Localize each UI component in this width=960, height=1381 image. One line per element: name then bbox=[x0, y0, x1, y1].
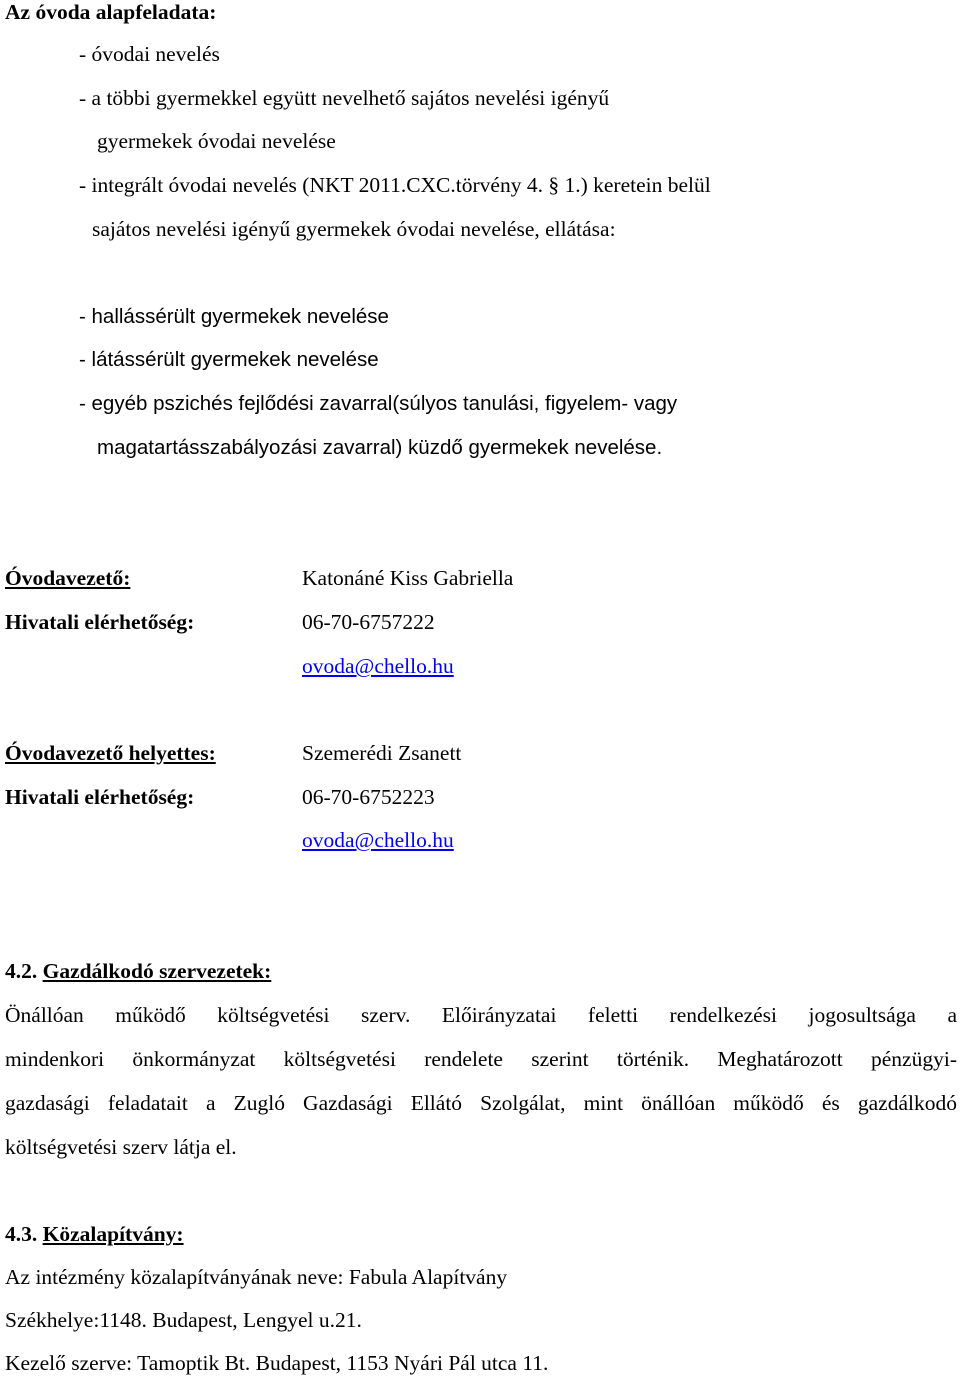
deputy-phone-label: Hivatali elérhetőség: bbox=[5, 785, 195, 809]
special-item: - látássérült gyermekek nevelése bbox=[79, 348, 379, 371]
leader-role-label: Óvodavezető: bbox=[5, 566, 131, 590]
deputy-phone: 06-70-6752223 bbox=[302, 785, 435, 809]
foundation-name-line: Az intézmény közalapítványának neve: Fabula Alapítvány bbox=[5, 1265, 508, 1289]
foundation-seat-line: Székhelye:1148. Budapest, Lengyel u.21. bbox=[5, 1308, 362, 1332]
section-4-2-number: 4.2. bbox=[5, 959, 38, 983]
section-4-3-heading bbox=[5, 1224, 184, 1246]
duty-item: sajátos nevelési igényű gyermekek óvodai nevelése, ellátása: bbox=[92, 217, 616, 241]
leader-phone: 06-70-6757222 bbox=[302, 610, 435, 634]
special-item: - hallássérült gyermekek nevelése bbox=[79, 305, 389, 328]
leader-name: Katonáné Kiss Gabriella bbox=[302, 566, 514, 590]
duty-item: - a többi gyermekkel együtt nevelhető sajátos nevelési igényű bbox=[79, 86, 610, 110]
section-4-3-title: Közalapítvány: bbox=[42, 1222, 184, 1246]
leader-phone-label: Hivatali elérhetőség: bbox=[5, 610, 195, 634]
special-item: magatartásszabályozási zavarral) küzdő gyermekek nevelése. bbox=[97, 436, 663, 459]
deputy-email-link[interactable]: ovoda@chello.hu bbox=[302, 828, 454, 852]
duty-item: - óvodai nevelés bbox=[79, 42, 220, 66]
section-4-2-line: költségvetési szerv látja el. bbox=[5, 1135, 237, 1159]
deputy-name: Szemerédi Zsanett bbox=[302, 741, 462, 765]
section-4-2-line: Önállóan működő költségvetési szerv. Előirányzatai feletti rendelkezési jogosultsága a bbox=[5, 1003, 957, 1027]
duty-item: gyermekek óvodai nevelése bbox=[97, 129, 336, 153]
deputy-role-label: Óvodavezető helyettes: bbox=[5, 741, 216, 765]
section-4-2-line: gazdasági feladatait a Zugló Gazdasági Ellátó Szolgálat, mint önállóan működő és gazdálkodó bbox=[5, 1091, 957, 1115]
section-4-2-line: mindenkori önkormányzat költségvetési rendelete szerint történik. Meghatározott pénzügyi- bbox=[5, 1047, 957, 1071]
special-item: - egyéb pszichés fejlődési zavarral(súlyos tanulási, figyelem- vagy bbox=[79, 392, 678, 415]
foundation-manager-line: Kezelő szerve: Tamoptik Bt. Budapest, 1153 Nyári Pál utca 11. bbox=[5, 1351, 549, 1375]
section-4-3-number: 4.3. bbox=[5, 1222, 38, 1246]
duties-heading: Az óvoda alapfeladata: bbox=[5, 0, 217, 24]
section-4-2-heading bbox=[5, 961, 271, 983]
duty-item: - integrált óvodai nevelés (NKT 2011.CXC.törvény 4. § 1.) keretein belül bbox=[79, 173, 711, 197]
leader-email-link[interactable]: ovoda@chello.hu bbox=[302, 654, 454, 678]
section-4-2-title: Gazdálkodó szervezetek: bbox=[42, 959, 272, 983]
